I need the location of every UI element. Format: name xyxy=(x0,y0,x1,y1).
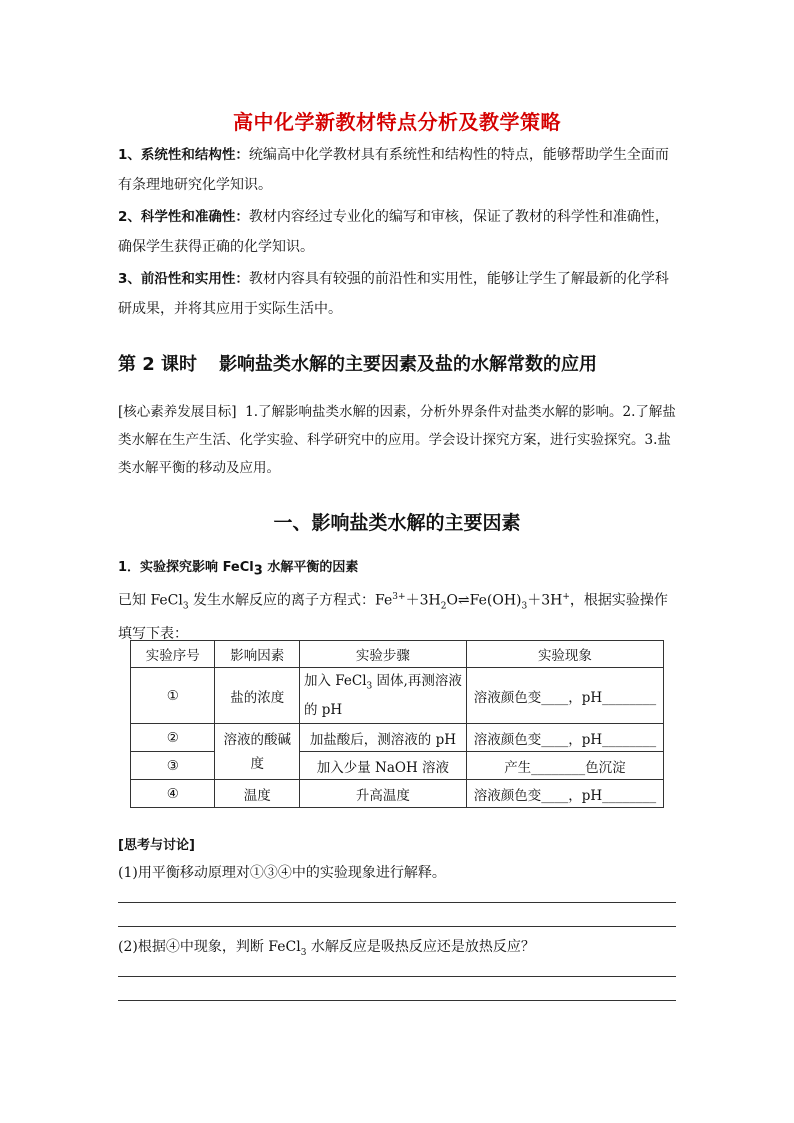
question-2: (2)根据④中现象，判断 FeCl$_3$ 水解反应是吸热反应还是放热反应？ xyxy=(118,939,535,958)
row1-no: ① xyxy=(131,668,215,724)
table-row xyxy=(131,780,664,808)
row3-step: 加入少量 NaOH 溶液 xyxy=(299,752,466,780)
header-step: 实验步骤 xyxy=(299,641,466,668)
lesson-name: 影响盐类水解的主要因素及盐的水解常数的应用 xyxy=(219,354,598,375)
row1-result: 溶液颜色变____，pH________ xyxy=(466,668,663,724)
point-3-text: 教材内容具有较强的前沿性和实用性，能够让学生了解最新的化学科研成果，并将其应用于实际生活中。 xyxy=(118,271,669,317)
goals-label: [核心素养发展目标] xyxy=(118,404,237,420)
experiment-table xyxy=(130,640,664,808)
point-2-text: 教材内容经过专业化的编写和审核，保证了教材的科学性和准确性，确保学生获得正确的化学知识。 xyxy=(118,209,669,255)
row2-factor: 溶液的酸碱度 xyxy=(215,724,299,780)
row1-step: 加入 FeCl$_3$ 固体,再测溶液的 pH xyxy=(299,668,466,724)
core-goals xyxy=(118,398,678,482)
row1-factor: 盐的浓度 xyxy=(215,668,299,724)
table-row xyxy=(131,668,664,724)
header-no: 实验序号 xyxy=(131,641,215,668)
table-row xyxy=(131,724,664,752)
row2-step: 加盐酸后，测溶液的 pH xyxy=(299,724,466,752)
header-factor: 影响因素 xyxy=(215,641,299,668)
point-3 xyxy=(118,264,678,324)
discussion-heading: [思考与讨论] xyxy=(118,838,195,853)
lesson-title xyxy=(118,350,698,376)
point-3-label: 3、前沿性和实用性： xyxy=(118,271,249,287)
row2-no: ② xyxy=(131,724,215,752)
subsection-title: 1．实验探究影响 FeCl$_3$ 水解平衡的因素 xyxy=(118,560,359,579)
point-2 xyxy=(118,202,678,262)
row3-result: 产生________色沉淀 xyxy=(466,752,663,780)
point-1 xyxy=(118,140,678,200)
question-1: (1)用平衡移动原理对①③④中的实验现象进行解释。 xyxy=(118,865,446,881)
point-1-text: 统编高中化学教材具有系统性和结构性的特点，能够帮助学生全面而有条理地研究化学知识。 xyxy=(118,147,669,193)
table-row xyxy=(131,752,664,780)
point-2-label: 2、科学性和准确性： xyxy=(118,209,249,225)
table-header-row xyxy=(131,641,664,668)
equilibrium-arrow: ⇌ xyxy=(457,592,470,609)
row3-no: ③ xyxy=(131,752,215,780)
row4-no: ④ xyxy=(131,780,215,808)
row4-result: 溶液颜色变____，pH________ xyxy=(466,780,663,808)
row4-step: 升高温度 xyxy=(299,780,466,808)
equation-intro: 已知 FeCl$_3$ 发生水解反应的离子方程式：$Fe^{3+}+3H_2O\rightleftharpoons Fe(OH)_3+3H^+$，根据实验操作填写下表： xyxy=(118,592,668,643)
section-title: 一、影响盐类水解的主要因素 xyxy=(273,512,521,534)
answer-line xyxy=(118,1000,676,1001)
answer-line xyxy=(118,976,676,977)
lesson-number: 第 2 课时 xyxy=(118,354,198,375)
main-title: 高中化学新教材特点分析及教学策略 xyxy=(233,110,561,134)
answer-line xyxy=(118,926,676,927)
row4-factor: 温度 xyxy=(215,780,299,808)
point-1-label: 1、系统性和结构性： xyxy=(118,147,249,163)
row2-result: 溶液颜色变____，pH________ xyxy=(466,724,663,752)
answer-line xyxy=(118,902,676,903)
goals-text: 1.了解影响盐类水解的因素，分析外界条件对盐类水解的影响。2.了解盐类水解在生产生活、化学实验、科学研究中的应用。学会设计探究方案，进行实验探究。3.盐类水解平衡的移动及应用。 xyxy=(118,404,676,476)
header-result: 实验现象 xyxy=(466,641,663,668)
